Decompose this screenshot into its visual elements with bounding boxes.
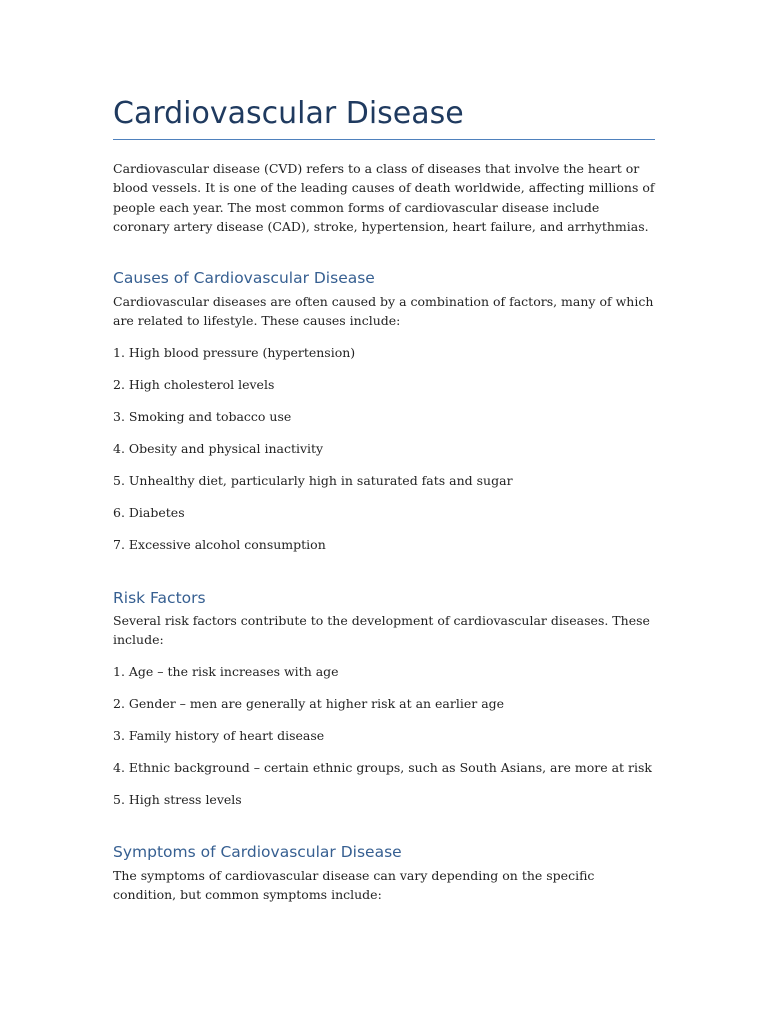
symptoms-heading: Symptoms of Cardiovascular Disease xyxy=(113,843,402,861)
list-item: 5. Unhealthy diet, particularly high in saturated fats and sugar xyxy=(113,473,513,488)
intro-paragraph: Cardiovascular disease (CVD) refers to a class of diseases that involve the heart or blood vessels. It is one of the leading causes of death worldwide, affecting millions of people each year. The most common forms of cardiovascular disease include coronary artery disease (CAD), stroke, hypertension, heart failure, and arrhythmias. xyxy=(113,161,655,235)
title-underline xyxy=(113,139,655,140)
list-item: 7. Excessive alcohol consumption xyxy=(113,537,326,552)
list-item: 4. Ethnic background – certain ethnic groups, such as South Asians, are more at risk xyxy=(113,760,652,775)
list-item: 1. High blood pressure (hypertension) xyxy=(113,345,356,360)
causes-heading: Causes of Cardiovascular Disease xyxy=(113,269,375,287)
list-item: 3. Smoking and tobacco use xyxy=(113,409,292,424)
risk-factors-heading: Risk Factors xyxy=(113,589,206,607)
list-item: 5. High stress levels xyxy=(113,792,242,807)
symptoms-intro: The symptoms of cardiovascular disease can vary depending on the specific condition, but common symptoms include: xyxy=(113,868,595,903)
list-item: 2. Gender – men are generally at higher risk at an earlier age xyxy=(113,696,505,711)
risk-factors-intro: Several risk factors contribute to the development of cardiovascular diseases. These include: xyxy=(113,613,650,648)
list-item: 2. High cholesterol levels xyxy=(113,377,275,392)
list-item: 4. Obesity and physical inactivity xyxy=(113,441,324,456)
list-item: 1. Age – the risk increases with age xyxy=(113,664,339,679)
causes-intro: Cardiovascular diseases are often caused by a combination of factors, many of which are related to lifestyle. These causes include: xyxy=(113,294,654,329)
document-title: Cardiovascular Disease xyxy=(113,96,464,131)
list-item: 6. Diabetes xyxy=(113,505,185,520)
list-item: 3. Family history of heart disease xyxy=(113,728,325,743)
